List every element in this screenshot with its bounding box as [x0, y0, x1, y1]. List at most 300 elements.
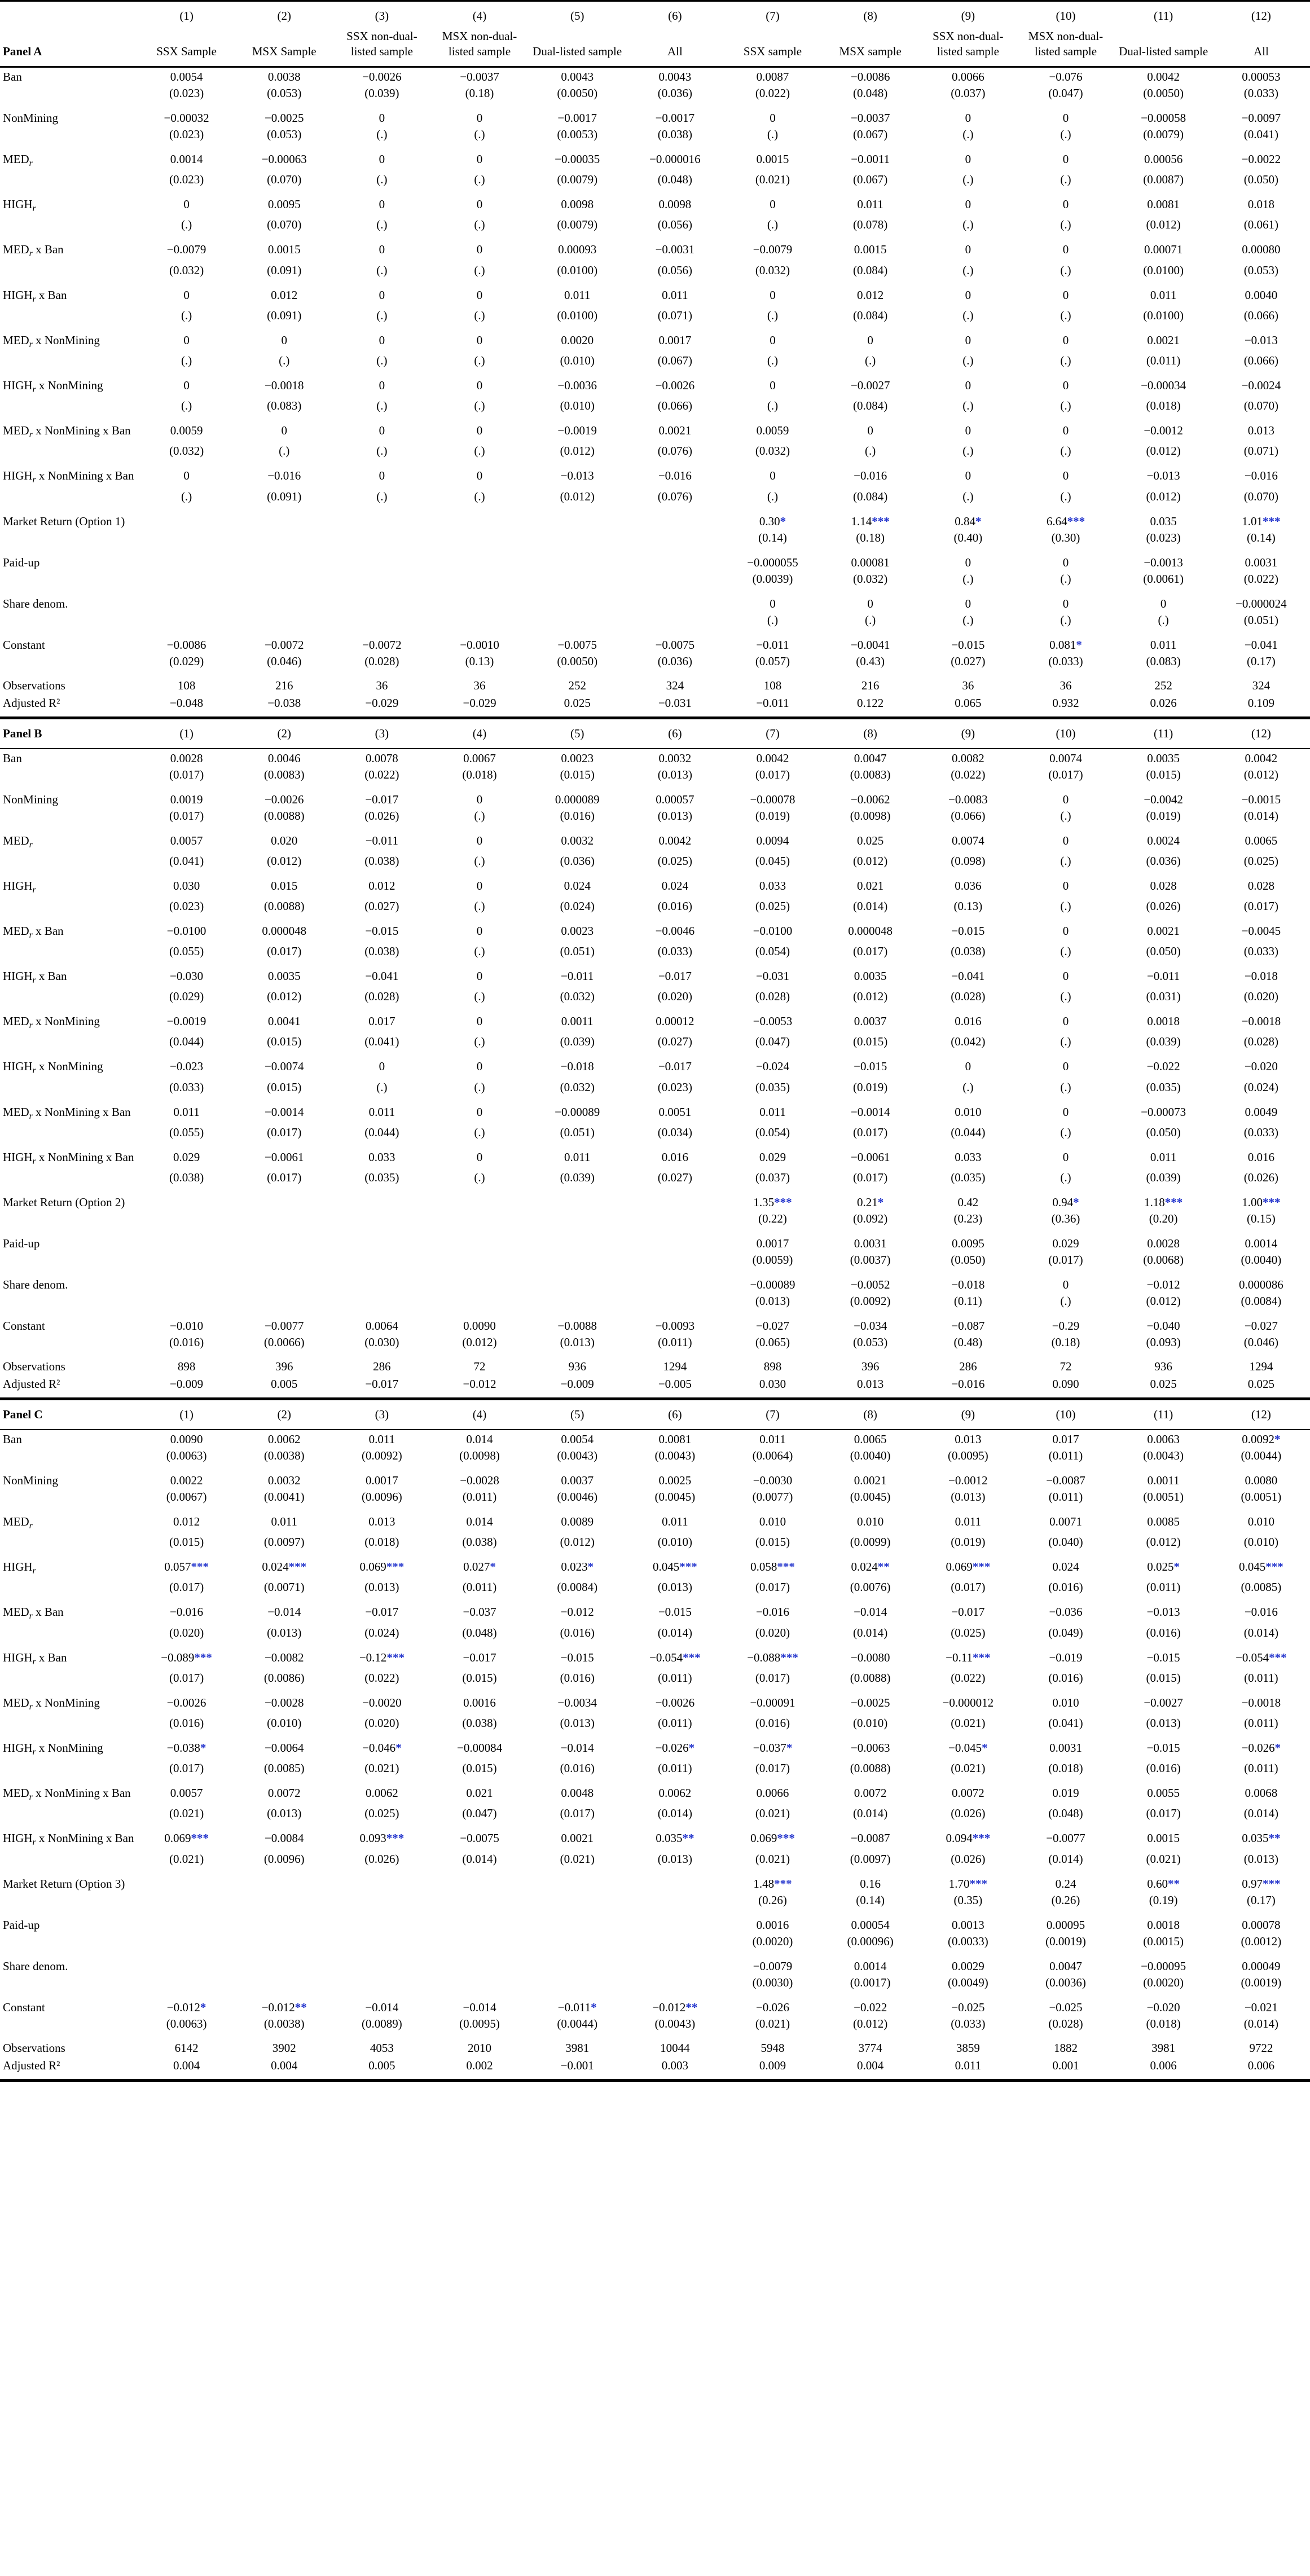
coefficient-cell — [138, 1957, 235, 1975]
standard-error-cell: (0.0038) — [263, 1449, 305, 1462]
standard-error-cell — [430, 612, 528, 636]
standard-error-cell: (0.0083) — [263, 767, 305, 781]
stat-cell: 0.090 — [1052, 1377, 1079, 1391]
coefficient-cell: −0.00035 — [555, 152, 600, 166]
standard-error-cell: (.) — [376, 263, 388, 277]
spacer-cell — [0, 1211, 138, 1234]
standard-error-cell: (0.14) — [1246, 530, 1276, 544]
coefficient-cell: −0.012** — [261, 2000, 307, 2014]
standard-error-cell: (0.013) — [1146, 1716, 1181, 1730]
stat-label: Adjusted R² — [3, 1377, 60, 1391]
coefficient-cell — [333, 1193, 430, 1211]
standard-error-cell — [626, 571, 724, 595]
coefficient-cell: −0.0012 — [948, 1474, 988, 1487]
standard-error-cell: (0.0050) — [557, 86, 598, 100]
panel-label: Panel C — [0, 1399, 138, 1430]
stat-cell: −0.009 — [170, 1377, 204, 1391]
column-number: (1) — [138, 1399, 235, 1430]
standard-error-cell: (.) — [1060, 353, 1071, 367]
standard-error-cell: (0.038) — [364, 944, 399, 959]
coefficient-cell: 1.14*** — [851, 514, 890, 528]
sample-header: MSX Sample — [235, 28, 333, 67]
standard-error-cell: (0.0079) — [557, 173, 598, 187]
standard-error-cell: (0.053) — [853, 1335, 888, 1349]
standard-error-cell: (0.0044) — [1241, 1449, 1282, 1462]
standard-error-cell: (0.26) — [1051, 1893, 1080, 1907]
coefficient-cell: 0 — [476, 1105, 483, 1119]
standard-error-cell: (.) — [1060, 399, 1071, 413]
standard-error-cell: (0.012) — [1146, 1535, 1181, 1549]
standard-error-cell: (0.017) — [951, 1580, 986, 1594]
spacer-cell — [0, 1760, 138, 1784]
standard-error-cell: (.) — [1060, 990, 1071, 1004]
coefficient-cell: 0.021 — [466, 1786, 493, 1800]
spacer-cell — [0, 1334, 138, 1358]
coefficient-cell: −0.011 — [1146, 969, 1180, 983]
coefficient-cell: −0.012** — [652, 2000, 698, 2014]
coefficient-cell: 0.00081 — [851, 555, 890, 569]
standard-error-cell: (0.022) — [364, 1671, 399, 1685]
coefficient-cell: −0.0077 — [264, 1319, 304, 1333]
coefficient-cell: 0.0082 — [951, 751, 984, 765]
standard-error-row — [0, 853, 1310, 877]
coefficient-row — [0, 1649, 1310, 1670]
standard-error-cell: (0.011) — [658, 1716, 692, 1730]
coefficient-cell: 0 — [183, 378, 190, 392]
standard-error-cell: (.) — [962, 308, 974, 322]
variable-label: $HIGH_r$ x NonMining — [3, 378, 103, 395]
spacer-cell — [0, 1670, 138, 1694]
coefficient-row — [0, 467, 1310, 488]
standard-error-cell: (0.032) — [560, 1080, 595, 1094]
variable-label: Share denom. — [3, 1959, 68, 1973]
stat-cell: −0.016 — [951, 1377, 985, 1391]
sample-header: SSX Sample — [138, 28, 235, 67]
coefficient-cell — [430, 595, 528, 612]
coefficient-cell: 0.0049 — [1245, 1105, 1278, 1119]
column-number: (8) — [821, 1399, 919, 1430]
coefficient-cell: 0.42 — [957, 1195, 979, 1209]
coefficient-cell: −0.0082 — [264, 1650, 304, 1664]
standard-error-cell — [333, 530, 430, 553]
column-number: (2) — [235, 718, 333, 749]
subscript: r — [32, 475, 36, 485]
standard-error-cell: (0.019) — [1146, 808, 1181, 823]
coefficient-cell — [626, 1957, 724, 1975]
standard-error-cell: (0.017) — [853, 1171, 888, 1184]
standard-error-cell: (.) — [279, 444, 290, 458]
coefficient-cell: 0.00093 — [558, 243, 597, 257]
coefficient-cell: 0 — [379, 1060, 385, 1074]
coefficient-cell — [529, 1234, 626, 1252]
stat-cell: 3859 — [956, 2041, 980, 2055]
coefficient-cell: 0.0051 — [658, 1105, 692, 1119]
spacer-cell — [0, 443, 138, 467]
stat-cell: 0.004 — [173, 2058, 200, 2072]
standard-error-cell: (0.048) — [1048, 1806, 1083, 1821]
coefficient-cell: −0.0061 — [264, 1150, 304, 1164]
coefficient-row — [0, 195, 1310, 217]
significance-stars: *** — [386, 1831, 405, 1845]
coefficient-cell: 0.0011 — [561, 1014, 594, 1028]
stat-cell: 396 — [275, 1360, 293, 1373]
standard-error-cell: (.) — [962, 572, 974, 586]
standard-error-cell: (0.078) — [853, 218, 888, 232]
standard-error-cell: (0.017) — [169, 1761, 204, 1775]
standard-error-cell: (0.017) — [560, 1806, 595, 1821]
coefficient-cell: −0.29 — [1052, 1319, 1080, 1333]
standard-error-cell — [333, 1975, 430, 1998]
standard-error-cell: (0.012) — [1146, 489, 1181, 503]
standard-error-cell: (0.021) — [560, 1852, 595, 1866]
coefficient-cell: 0.018 — [1247, 197, 1274, 212]
standard-error-cell — [333, 1933, 430, 1957]
coefficient-cell: 0.0015 — [1147, 1831, 1180, 1845]
stat-cell: 0.026 — [1150, 696, 1177, 710]
standard-error-cell — [529, 1211, 626, 1234]
standard-error-cell: (0.021) — [755, 2016, 790, 2030]
coefficient-cell — [529, 1875, 626, 1892]
subscript: r — [29, 1521, 33, 1531]
standard-error-cell: (0.019) — [755, 808, 790, 823]
standard-error-row — [0, 443, 1310, 467]
variable-label: $MED_r$ — [3, 152, 33, 169]
standard-error-cell: (0.016) — [1146, 1625, 1181, 1639]
stat-cell: −0.038 — [267, 696, 301, 710]
coefficient-row — [0, 286, 1310, 307]
standard-error-cell: (0.010) — [560, 353, 595, 367]
subscript: r — [32, 1157, 36, 1166]
standard-error-cell: (0.11) — [953, 1294, 982, 1308]
standard-error-cell: (0.23) — [953, 1212, 983, 1225]
coefficient-cell: 0.012 — [271, 288, 298, 302]
coefficient-cell: 0.0065 — [854, 1432, 887, 1446]
coefficient-cell: 0 — [1062, 152, 1069, 166]
spacer-cell — [0, 853, 138, 877]
coefficient-cell: −0.0079 — [753, 243, 793, 257]
coefficient-cell: −0.0027 — [850, 378, 890, 392]
coefficient-cell: −0.015 — [365, 924, 399, 938]
standard-error-row — [0, 353, 1310, 376]
standard-error-cell: (0.036) — [1146, 854, 1181, 868]
significance-stars: *** — [774, 1876, 792, 1891]
standard-error-cell — [138, 1252, 235, 1276]
coefficient-cell: −0.023 — [170, 1060, 204, 1074]
coefficient-cell: 0 — [965, 288, 971, 302]
coefficient-cell: −0.0019 — [166, 1014, 206, 1028]
standard-error-cell: (.) — [474, 899, 485, 913]
stat-cell: 1294 — [663, 1360, 687, 1373]
coefficient-cell: 0 — [1062, 469, 1069, 483]
standard-error-cell: (0.030) — [364, 1335, 399, 1349]
column-number: (6) — [626, 1399, 724, 1430]
coefficient-cell: −0.0083 — [948, 792, 988, 806]
subscript: r — [32, 1656, 36, 1667]
coefficient-cell: 0.011 — [759, 1432, 786, 1446]
standard-error-cell: (0.046) — [1243, 1335, 1278, 1349]
variable-label: Market Return (Option 3) — [3, 1876, 125, 1891]
coefficient-row — [0, 790, 1310, 808]
standard-error-row — [0, 85, 1310, 109]
standard-error-cell: (0.020) — [755, 1625, 790, 1639]
standard-error-cell: (0.048) — [462, 1625, 497, 1639]
coefficient-cell — [138, 553, 235, 571]
significance-stars: ** — [1168, 1876, 1180, 1891]
standard-error-cell: (0.015) — [1146, 767, 1181, 781]
standard-error-cell: (0.016) — [657, 899, 692, 913]
standard-error-cell: (0.0099) — [850, 1535, 891, 1549]
standard-error-cell: (0.0040) — [850, 1449, 891, 1462]
panel-label: Panel A — [0, 28, 138, 67]
coefficient-cell: −0.0013 — [1144, 555, 1183, 569]
standard-error-cell: (0.076) — [657, 489, 692, 503]
sample-header: All — [626, 28, 724, 67]
coefficient-cell — [138, 595, 235, 612]
standard-error-cell: (0.021) — [755, 1852, 790, 1866]
significance-stars: * — [200, 2000, 206, 2014]
coefficient-row — [0, 553, 1310, 571]
significance-stars: ** — [294, 2000, 307, 2014]
coefficient-cell: 0.0017 — [366, 1474, 398, 1487]
standard-error-cell: (0.049) — [1048, 1625, 1083, 1639]
spacer-cell — [0, 530, 138, 553]
coefficient-cell: 1.70*** — [948, 1876, 987, 1891]
stat-cell: 3902 — [272, 2041, 296, 2055]
sample-header: SSX non-dual-listed sample — [919, 28, 1017, 67]
standard-error-cell: (0.051) — [560, 1125, 595, 1139]
stat-cell: −0.001 — [560, 2058, 594, 2072]
coefficient-cell: 0.0021 — [561, 1831, 594, 1845]
standard-error-row — [0, 767, 1310, 790]
coefficient-cell: 0.029 — [1052, 1237, 1079, 1250]
column-number: (4) — [430, 1399, 528, 1430]
standard-error-cell: (0.027) — [951, 654, 986, 668]
column-number: (3) — [375, 9, 389, 23]
coefficient-cell: 0 — [476, 878, 483, 893]
standard-error-cell: (0.0079) — [557, 218, 598, 232]
standard-error-cell: (0.0059) — [752, 1253, 793, 1267]
coefficient-cell: 0.0035 — [267, 969, 301, 983]
coefficient-cell: 0.0014 — [170, 152, 203, 166]
coefficient-row — [0, 1317, 1310, 1334]
coefficient-cell: 0 — [965, 469, 971, 483]
standard-error-cell: (0.011) — [658, 1761, 692, 1775]
standard-error-cell: (0.053) — [1243, 263, 1278, 277]
standard-error-cell: (0.045) — [755, 854, 790, 868]
standard-error-cell: (0.016) — [560, 1761, 595, 1775]
coefficient-cell: −0.12*** — [359, 1650, 405, 1664]
standard-error-cell: (.) — [474, 489, 485, 503]
standard-error-cell: (0.012) — [1146, 444, 1181, 458]
variable-label: $MED_r$ x NonMining — [3, 1695, 100, 1712]
standard-error-cell: (.) — [1060, 1171, 1071, 1184]
coefficient-cell: 0 — [379, 243, 385, 257]
coefficient-cell — [626, 1276, 724, 1293]
standard-error-cell — [430, 530, 528, 553]
standard-error-cell: (0.0096) — [362, 1490, 402, 1504]
significance-stars: *** — [288, 1560, 307, 1574]
standard-error-cell: (0.021) — [951, 1716, 986, 1730]
coefficient-row — [0, 1148, 1310, 1170]
stat-cell: 5948 — [760, 2041, 785, 2055]
coefficient-cell: −0.00032 — [164, 111, 209, 125]
standard-error-cell: (0.026) — [364, 1852, 399, 1866]
stat-cell: 0.932 — [1052, 696, 1079, 710]
standard-error-cell: (0.017) — [1146, 1806, 1181, 1821]
significance-stars: *** — [679, 1560, 697, 1574]
coefficient-cell: 0.030 — [173, 878, 200, 893]
standard-error-cell — [626, 1293, 724, 1317]
coefficient-cell: 0.016 — [661, 1150, 688, 1164]
standard-error-cell: (0.0036) — [1045, 1975, 1086, 1989]
standard-error-cell: (0.011) — [462, 1580, 497, 1594]
standard-error-cell: (0.056) — [657, 263, 692, 277]
coefficient-cell: 0 — [476, 152, 483, 166]
stat-cell: 0.006 — [1150, 2058, 1177, 2072]
standard-error-cell: (.) — [474, 1171, 485, 1184]
standard-error-cell: (0.029) — [169, 654, 204, 668]
significance-stars: * — [1076, 638, 1082, 652]
coefficient-cell: −0.034 — [854, 1319, 887, 1333]
spacer-cell — [0, 1805, 138, 1829]
coefficient-cell: 0.010 — [759, 1515, 786, 1528]
coefficient-cell: −0.054*** — [649, 1650, 701, 1664]
column-number: (9) — [919, 718, 1017, 749]
standard-error-cell: (.) — [1060, 1125, 1071, 1139]
coefficient-cell — [138, 1916, 235, 1933]
standard-error-cell: (.) — [1060, 1294, 1071, 1308]
standard-error-cell: (0.019) — [853, 1080, 888, 1094]
standard-error-cell: (0.021) — [364, 1761, 399, 1775]
standard-error-cell — [529, 571, 626, 595]
coefficient-cell — [333, 1875, 430, 1892]
coefficient-row — [0, 421, 1310, 443]
coefficient-cell: 0.0042 — [658, 833, 692, 847]
coefficient-cell: 0.0074 — [1049, 751, 1082, 765]
column-number: (7) — [724, 1399, 821, 1430]
coefficient-cell: −0.011 — [756, 638, 789, 652]
standard-error-row — [0, 1579, 1310, 1603]
coefficient-cell: 0.011 — [564, 288, 591, 302]
spacer-cell — [0, 653, 138, 677]
coefficient-cell: 0 — [965, 333, 971, 347]
coefficient-cell: −0.0097 — [1241, 111, 1281, 125]
sample-header: All — [1212, 28, 1310, 67]
coefficient-cell: 0.0035 — [1147, 751, 1180, 765]
coefficient-cell: 0.60** — [1147, 1876, 1180, 1891]
coefficient-cell: −0.016 — [658, 469, 692, 483]
coefficient-row — [0, 1998, 1310, 2016]
coefficient-cell: −0.018 — [560, 1060, 594, 1074]
standard-error-cell: (0.013) — [267, 1806, 302, 1821]
standard-error-cell: (0.014) — [657, 1625, 692, 1639]
coefficient-cell: 0 — [1062, 1060, 1069, 1074]
standard-error-cell: (0.017) — [853, 944, 888, 959]
standard-error-cell: (0.20) — [1149, 1212, 1178, 1225]
standard-error-cell: (0.018) — [364, 1535, 399, 1549]
subscript: r — [29, 930, 33, 940]
coefficient-cell: −0.0075 — [655, 638, 695, 652]
standard-error-cell: (0.012) — [1146, 1294, 1181, 1308]
standard-error-cell: (0.0086) — [263, 1671, 305, 1685]
coefficient-cell: 0.081* — [1049, 638, 1082, 652]
coefficient-cell: 0.00053 — [1242, 70, 1281, 83]
stat-cell: 36 — [376, 678, 388, 692]
coefficient-cell: −0.018 — [1244, 969, 1278, 983]
standard-error-cell: (0.026) — [1243, 1171, 1278, 1184]
standard-error-cell: (0.011) — [1048, 1490, 1083, 1504]
standard-error-row — [0, 262, 1310, 286]
coefficient-cell: 0.0042 — [756, 751, 789, 765]
coefficient-cell: −0.041 — [951, 969, 985, 983]
standard-error-cell: (.) — [474, 218, 485, 232]
standard-error-row — [0, 1534, 1310, 1558]
standard-error-cell: (0.033) — [951, 2016, 986, 2030]
coefficient-cell: 0.0062 — [267, 1432, 301, 1446]
coefficient-cell: 0.0021 — [1147, 333, 1180, 347]
standard-error-cell — [138, 1933, 235, 1957]
standard-error-cell: (0.011) — [1244, 1716, 1278, 1730]
standard-error-cell: (0.033) — [1243, 1125, 1278, 1139]
coefficient-cell: 0.0054 — [561, 1432, 594, 1446]
coefficient-row — [0, 1103, 1310, 1124]
significance-stars: *** — [972, 1831, 991, 1845]
standard-error-cell: (0.041) — [1048, 1716, 1083, 1730]
standard-error-cell: (0.0044) — [557, 2016, 598, 2030]
variable-label: $HIGH_r$ — [3, 197, 36, 214]
standard-error-row — [0, 612, 1310, 636]
coefficient-cell: 0.011 — [1150, 288, 1177, 302]
coefficient-cell: −0.0018 — [1241, 1014, 1281, 1028]
coefficient-cell: −0.016 — [854, 469, 887, 483]
standard-error-cell: (0.032) — [853, 572, 888, 586]
column-number: (10) — [1056, 9, 1076, 23]
coefficient-cell: 0.0055 — [1147, 1786, 1180, 1800]
stat-cell: 6142 — [174, 2041, 199, 2055]
coefficient-cell: −0.016 — [267, 469, 301, 483]
coefficient-cell: 0.0081 — [1147, 197, 1180, 212]
significance-stars: * — [1173, 1560, 1180, 1574]
coefficient-cell: 0.0031 — [1049, 1740, 1082, 1755]
coefficient-cell: 0.033 — [368, 1150, 395, 1164]
standard-error-cell: (0.048) — [853, 86, 888, 100]
standard-error-cell: (0.30) — [1051, 530, 1080, 544]
standard-error-cell: (0.020) — [364, 1716, 399, 1730]
coefficient-cell: −0.019 — [1049, 1650, 1083, 1664]
stat-cell: 324 — [666, 678, 684, 692]
coefficient-cell: 0 — [379, 333, 385, 347]
standard-error-cell: (0.028) — [364, 990, 399, 1004]
standard-error-cell: (.) — [474, 353, 485, 367]
coefficient-cell: 0 — [476, 1150, 483, 1164]
standard-error-cell: (0.14) — [856, 1893, 885, 1907]
standard-error-cell: (.) — [474, 1125, 485, 1139]
standard-error-cell: (.) — [962, 263, 974, 277]
standard-error-cell: (0.053) — [267, 128, 302, 141]
coefficient-cell: −0.00089 — [750, 1278, 795, 1291]
standard-error-cell: (0.0067) — [166, 1490, 207, 1504]
coefficient-cell: 0.010 — [955, 1105, 982, 1119]
significance-stars: *** — [1262, 514, 1281, 528]
coefficient-cell: 0.0022 — [170, 1474, 203, 1487]
standard-error-cell: (0.0043) — [654, 1449, 696, 1462]
standard-error-cell: (0.040) — [1048, 1535, 1083, 1549]
coefficient-cell: 0.0065 — [1245, 833, 1278, 847]
spacer-cell — [0, 1933, 138, 1957]
coefficient-cell — [430, 1193, 528, 1211]
coefficient-cell: −0.015 — [658, 1605, 692, 1619]
coefficient-cell: −0.036 — [1049, 1605, 1083, 1619]
